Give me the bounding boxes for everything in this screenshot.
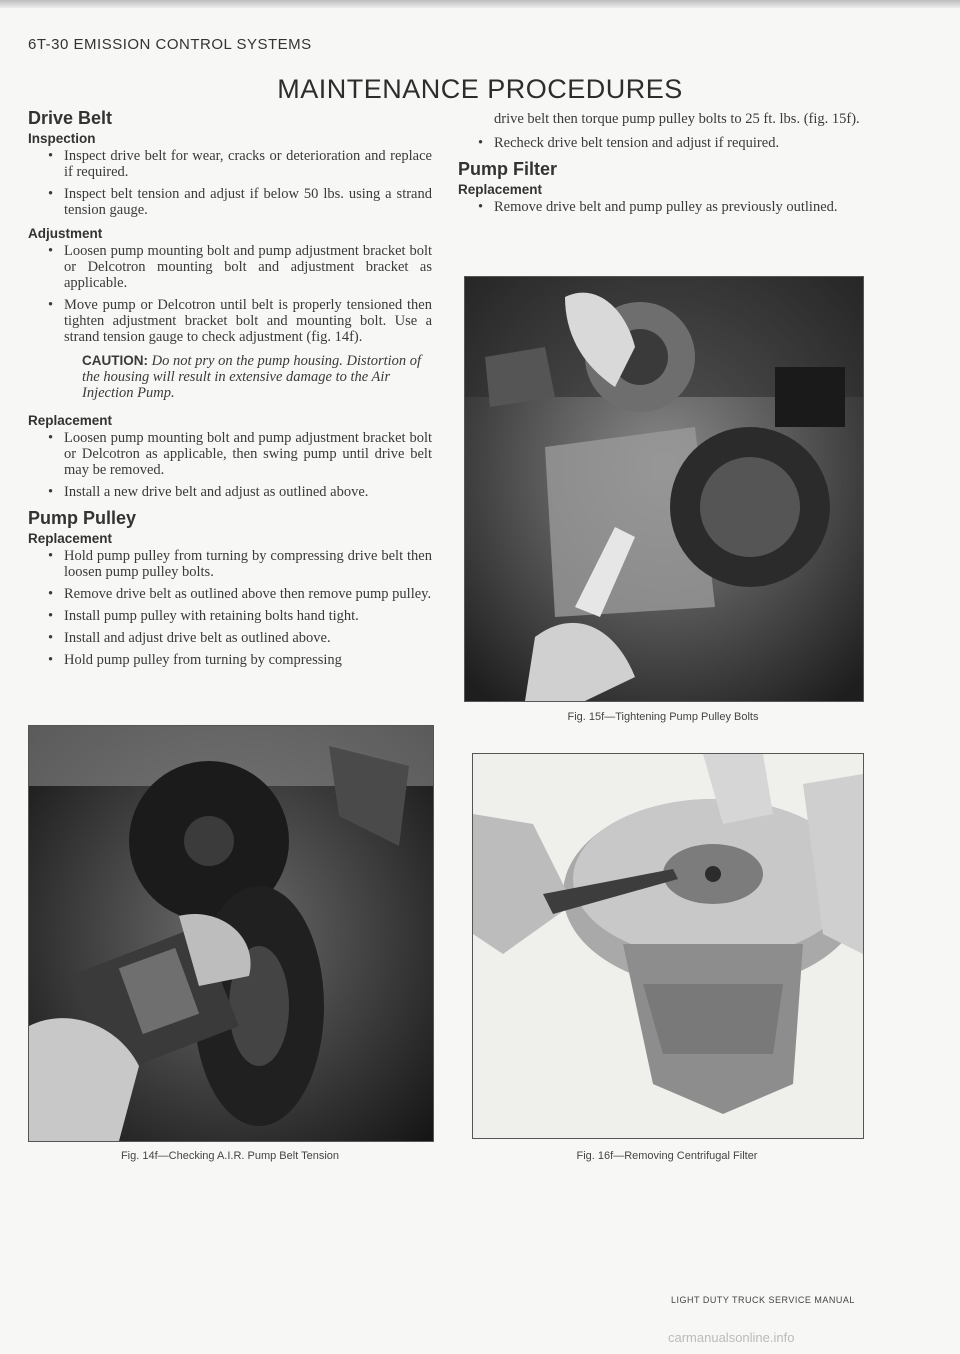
list-item: • Inspect belt tension and adjust if below 50 lbs. using a strand tension gauge. bbox=[28, 186, 432, 218]
figure-15f-photo bbox=[464, 276, 864, 702]
replacement-heading: Replacement bbox=[28, 413, 113, 428]
figure-14f-caption: Fig. 14f—Checking A.I.R. Pump Belt Tension bbox=[120, 1150, 340, 1162]
left-column bbox=[28, 108, 432, 676]
inspection-heading: Inspection bbox=[28, 131, 96, 146]
caution-label: CAUTION: bbox=[82, 353, 148, 368]
list-item: • Install a new drive belt and adjust as outlined above. bbox=[28, 484, 432, 500]
inspection-list bbox=[28, 148, 432, 218]
pump-pulley-heading: Pump Pulley bbox=[28, 508, 137, 528]
list-item: • Hold pump pulley from turning by compressing drive belt then loosen pump pulley bolts. bbox=[28, 548, 432, 580]
list-item: • Hold pump pulley from turning by compressing bbox=[28, 652, 432, 668]
page-footer: LIGHT DUTY TRUCK SERVICE MANUAL bbox=[671, 1295, 855, 1305]
belt-replacement-list bbox=[28, 430, 432, 500]
page-title: MAINTENANCE PROCEDURES bbox=[277, 74, 683, 104]
list-item: • Recheck drive belt tension and adjust if required. bbox=[458, 135, 866, 151]
pulley-replacement-heading: Replacement bbox=[28, 531, 113, 546]
list-item: • Install pump pulley with retaining bolts hand tight. bbox=[28, 608, 432, 624]
list-item: • Remove drive belt and pump pulley as previously outlined. bbox=[458, 199, 866, 215]
figure-14f-photo bbox=[28, 725, 434, 1142]
list-item: • Inspect drive belt for wear, cracks or deterioration and replace if required. bbox=[28, 148, 432, 180]
pump-filter-heading: Pump Filter bbox=[458, 159, 558, 179]
continued-text: drive belt then torque pump pulley bolts to 25 ft. lbs. (fig. 15f). bbox=[494, 111, 860, 127]
right-column bbox=[458, 111, 866, 223]
list-item: • Move pump or Delcotron until belt is properly tensioned then tighten adjustment bracket bolt and mounting bolt. Use a strand tension gauge to check adjustment (fig. 14f). bbox=[28, 297, 432, 345]
drive-belt-heading: Drive Belt bbox=[28, 108, 113, 128]
list-item: • Loosen pump mounting bolt and pump adjustment bracket bolt or Delcotron as applicable, then swing pump until drive belt may be removed. bbox=[28, 430, 432, 478]
list-item: • Remove drive belt as outlined above then remove pump pulley. bbox=[28, 586, 432, 602]
pulley-replacement-list-continued bbox=[458, 135, 866, 151]
watermark: carmanualsonline.info bbox=[668, 1330, 795, 1345]
adjustment-list bbox=[28, 243, 432, 345]
top-edge-bar bbox=[0, 0, 960, 8]
list-item: • Loosen pump mounting bolt and pump adjustment bracket bolt or Delcotron mounting bolt and adjustment bracket as applicable. bbox=[28, 243, 432, 291]
page-header: 6T-30 EMISSION CONTROL SYSTEMS bbox=[28, 36, 312, 53]
caution-note bbox=[82, 353, 432, 401]
list-item: • Install and adjust drive belt as outlined above. bbox=[28, 630, 432, 646]
filter-replacement-heading: Replacement bbox=[458, 182, 543, 197]
adjustment-heading: Adjustment bbox=[28, 226, 103, 241]
filter-replacement-list bbox=[458, 199, 866, 215]
figure-15f-caption: Fig. 15f—Tightening Pump Pulley Bolts bbox=[567, 711, 759, 723]
caution-text: Do not pry on the pump housing. Distortion of the housing will result in extensive damage to the Air Injection Pump. bbox=[82, 353, 422, 401]
figure-16f-photo bbox=[472, 753, 864, 1139]
figure-16f-caption: Fig. 16f—Removing Centrifugal Filter bbox=[576, 1150, 758, 1162]
pulley-replacement-list bbox=[28, 548, 432, 668]
